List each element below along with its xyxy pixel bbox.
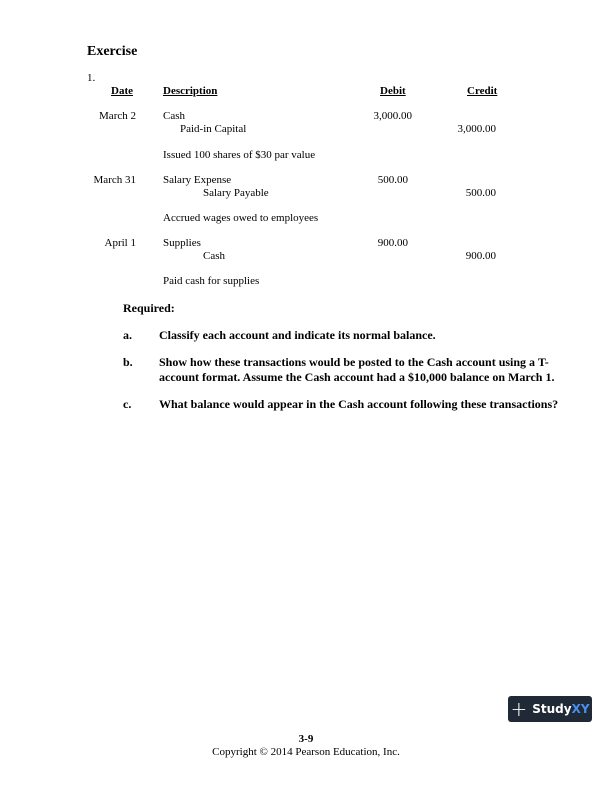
entry-credit-account: Salary Payable [203, 187, 269, 199]
studyxy-badge[interactable] [508, 696, 592, 722]
entry-date: March 2 [99, 110, 136, 122]
entry-memo: Issued 100 shares of $30 par value [163, 149, 316, 161]
required-label: Required: [123, 301, 175, 315]
header-credit: Credit [467, 85, 498, 97]
entry-credit-amount: 900.00 [465, 250, 496, 262]
required-item-letter: a. [123, 328, 132, 342]
entry-debit-amount: 500.00 [377, 174, 408, 186]
exercise-number: 1. [87, 72, 96, 84]
required-item-text: Classify each account and indicate its normal balance. [159, 328, 436, 342]
required-item-letter: b. [123, 355, 133, 369]
entry-date: March 31 [93, 174, 136, 186]
entry-debit-account: Salary Expense [163, 174, 232, 186]
entry-debit-amount: 3,000.00 [373, 110, 412, 122]
entry-memo: Accrued wages owed to employees [163, 212, 319, 224]
entry-memo: Paid cash for supplies [163, 275, 260, 287]
copyright: Copyright © 2014 Pearson Education, Inc. [212, 746, 400, 758]
required-item-text: account format. Assume the Cash account had a $10,000 balance on March 1. [159, 370, 555, 384]
required-item-letter: c. [123, 397, 132, 411]
entry-date: April 1 [104, 237, 136, 249]
header-debit: Debit [380, 85, 406, 97]
studyxy-logo: StudyXY [532, 702, 590, 716]
required-item-text: What balance would appear in the Cash account following these transactions? [159, 397, 559, 411]
page-number: 3-9 [298, 733, 314, 745]
entry-credit-amount: 500.00 [465, 187, 496, 199]
entry-debit-account: Supplies [163, 237, 201, 249]
required-item-text: Show how these transactions would be posted to the Cash account using a T- [159, 355, 549, 369]
exercise-heading: Exercise [87, 44, 138, 59]
header-date: Date [111, 85, 133, 97]
header-description: Description [163, 85, 218, 97]
plus-icon: + [510, 697, 528, 721]
entry-debit-account: Cash [163, 110, 185, 122]
entry-debit-amount: 900.00 [377, 237, 408, 249]
entry-credit-account: Cash [203, 250, 225, 262]
entry-credit-amount: 3,000.00 [457, 123, 496, 135]
entry-credit-account: Paid-in Capital [180, 123, 247, 135]
